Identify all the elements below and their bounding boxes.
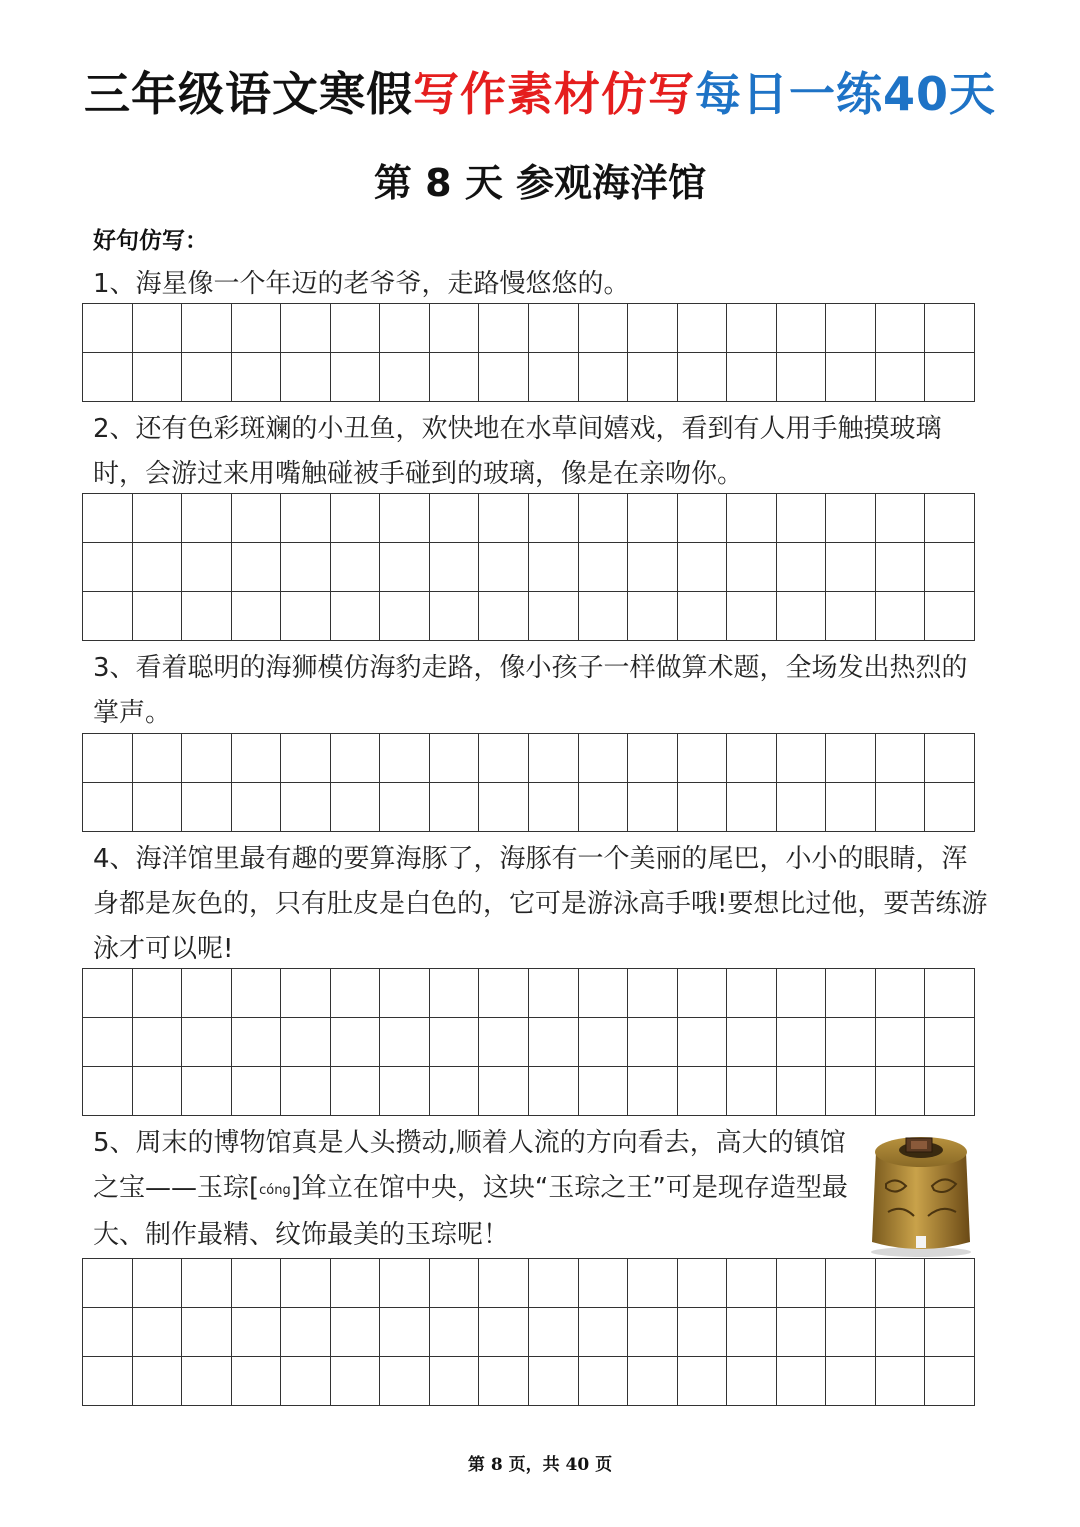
grid-cell[interactable] <box>133 494 183 543</box>
grid-cell[interactable] <box>232 734 282 783</box>
grid-cell[interactable] <box>727 783 777 832</box>
grid-cell[interactable] <box>826 969 876 1018</box>
grid-cell[interactable] <box>479 304 529 353</box>
grid-cell[interactable] <box>83 1018 133 1067</box>
grid-cell[interactable] <box>232 1357 282 1406</box>
grid-cell[interactable] <box>925 494 975 543</box>
grid-cell[interactable] <box>925 543 975 592</box>
title-part-writing: 写作素材仿写 <box>412 67 695 121</box>
grid-cell[interactable] <box>826 783 876 832</box>
grid-cell[interactable] <box>925 734 975 783</box>
grid-cell[interactable] <box>479 969 529 1018</box>
grid-cell[interactable] <box>628 1067 678 1116</box>
grid-cell[interactable] <box>628 1018 678 1067</box>
grid-cell[interactable] <box>479 734 529 783</box>
grid-cell[interactable] <box>232 1259 282 1308</box>
grid-cell[interactable] <box>133 1067 183 1116</box>
grid-cell[interactable] <box>133 1018 183 1067</box>
grid-cell[interactable] <box>529 783 579 832</box>
grid-cell[interactable] <box>876 969 926 1018</box>
grid-cell[interactable] <box>479 353 529 402</box>
grid-cell[interactable] <box>331 1067 381 1116</box>
grid-cell[interactable] <box>925 1357 975 1406</box>
title-part-grade: 三年级语文寒假 <box>83 67 413 121</box>
grid-cell[interactable] <box>331 734 381 783</box>
writing-grid-3[interactable] <box>82 733 975 832</box>
grid-cell[interactable] <box>777 592 827 641</box>
grid-cell[interactable] <box>182 1357 232 1406</box>
grid-cell[interactable] <box>678 1067 728 1116</box>
grid-cell[interactable] <box>182 734 232 783</box>
grid-cell[interactable] <box>479 1018 529 1067</box>
grid-cell[interactable] <box>182 1067 232 1116</box>
grid-cell[interactable] <box>83 494 133 543</box>
sentence-5 <box>93 1121 853 1258</box>
grid-cell[interactable] <box>182 592 232 641</box>
grid-cell[interactable] <box>678 1308 728 1357</box>
grid-cell[interactable] <box>281 1067 331 1116</box>
grid-cell[interactable] <box>380 494 430 543</box>
grid-cell[interactable] <box>430 353 480 402</box>
grid-cell[interactable] <box>876 734 926 783</box>
grid-cell[interactable] <box>430 1067 480 1116</box>
grid-cell[interactable] <box>628 543 678 592</box>
grid-cell[interactable] <box>430 592 480 641</box>
grid-cell[interactable] <box>331 494 381 543</box>
grid-cell[interactable] <box>727 1259 777 1308</box>
grid-cell[interactable] <box>826 543 876 592</box>
grid-cell[interactable] <box>380 543 430 592</box>
grid-cell[interactable] <box>826 1067 876 1116</box>
grid-cell[interactable] <box>628 1308 678 1357</box>
grid-cell[interactable] <box>133 304 183 353</box>
grid-cell[interactable] <box>83 592 133 641</box>
grid-cell[interactable] <box>83 969 133 1018</box>
grid-cell[interactable] <box>232 494 282 543</box>
grid-cell[interactable] <box>281 969 331 1018</box>
grid-cell[interactable] <box>678 494 728 543</box>
grid-cell[interactable] <box>727 969 777 1018</box>
grid-cell[interactable] <box>876 783 926 832</box>
grid-cell[interactable] <box>281 353 331 402</box>
grid-cell[interactable] <box>331 1018 381 1067</box>
grid-cell[interactable] <box>777 304 827 353</box>
grid-cell[interactable] <box>380 1018 430 1067</box>
grid-cell[interactable] <box>925 592 975 641</box>
grid-cell[interactable] <box>727 1018 777 1067</box>
grid-cell[interactable] <box>678 353 728 402</box>
sentence-1: 1、海星像一个年迈的老爷爷，走路慢悠悠的。 <box>93 269 630 299</box>
grid-cell[interactable] <box>182 1308 232 1357</box>
pinyin-annotation: cóng <box>259 1183 291 1198</box>
grid-cell[interactable] <box>826 353 876 402</box>
grid-cell[interactable] <box>579 783 629 832</box>
grid-cell[interactable] <box>876 1018 926 1067</box>
grid-cell[interactable] <box>331 969 381 1018</box>
grid-cell[interactable] <box>777 734 827 783</box>
grid-cell[interactable] <box>628 783 678 832</box>
grid-cell[interactable] <box>777 1357 827 1406</box>
grid-cell[interactable] <box>529 304 579 353</box>
grid-cell[interactable] <box>876 1259 926 1308</box>
grid-cell[interactable] <box>83 1308 133 1357</box>
grid-cell[interactable] <box>529 1018 579 1067</box>
page-title <box>0 58 1080 124</box>
grid-cell[interactable] <box>281 1308 331 1357</box>
grid-cell[interactable] <box>133 1357 183 1406</box>
grid-cell[interactable] <box>727 543 777 592</box>
grid-cell[interactable] <box>182 543 232 592</box>
grid-cell[interactable] <box>232 1018 282 1067</box>
grid-cell[interactable] <box>281 543 331 592</box>
grid-cell[interactable] <box>281 304 331 353</box>
sentence-4: 4、海洋馆里最有趣的要算海豚了，海豚有一个美丽的尾巴，小小的眼睛，浑身都是灰色的，只有肚皮是白色的，它可是游泳高手哦!要想比过他，要苦练游泳才可以呢! <box>93 844 988 964</box>
grid-cell[interactable] <box>281 734 331 783</box>
grid-cell[interactable] <box>579 543 629 592</box>
grid-cell[interactable] <box>380 969 430 1018</box>
grid-cell[interactable] <box>281 783 331 832</box>
grid-cell[interactable] <box>430 1018 480 1067</box>
grid-cell[interactable] <box>331 1259 381 1308</box>
grid-cell[interactable] <box>133 1308 183 1357</box>
grid-cell[interactable] <box>529 353 579 402</box>
grid-cell[interactable] <box>232 1067 282 1116</box>
grid-cell[interactable] <box>876 1308 926 1357</box>
grid-cell[interactable] <box>727 592 777 641</box>
grid-cell[interactable] <box>678 592 728 641</box>
grid-cell[interactable] <box>727 1067 777 1116</box>
grid-cell[interactable] <box>133 353 183 402</box>
grid-cell[interactable] <box>479 592 529 641</box>
jade-cong-image <box>862 1124 980 1258</box>
grid-cell[interactable] <box>826 494 876 543</box>
grid-cell[interactable] <box>331 592 381 641</box>
grid-cell[interactable] <box>430 304 480 353</box>
grid-cell[interactable] <box>826 1259 876 1308</box>
grid-cell[interactable] <box>380 783 430 832</box>
writing-grid-5[interactable] <box>82 1258 975 1406</box>
sentence-5-text-before: 5、周末的博物馆真是人头攒动,顺着人流的方向看去，高大的镇馆之宝——玉琮[ <box>93 1128 846 1203</box>
grid-cell[interactable] <box>232 1308 282 1357</box>
grid-cell[interactable] <box>529 734 579 783</box>
grid-cell[interactable] <box>727 1308 777 1357</box>
grid-cell[interactable] <box>727 304 777 353</box>
sentence-5-text-after: ]耸立在馆中央，这块“玉琮之王”可是现存造型最大、制作最精、纹饰最美的玉琮呢！ <box>93 1173 848 1250</box>
grid-cell[interactable] <box>281 592 331 641</box>
grid-cell[interactable] <box>727 734 777 783</box>
grid-cell[interactable] <box>380 304 430 353</box>
grid-cell[interactable] <box>579 494 629 543</box>
grid-cell[interactable] <box>876 353 926 402</box>
grid-cell[interactable] <box>777 1018 827 1067</box>
grid-cell[interactable] <box>678 969 728 1018</box>
writing-grid-1[interactable] <box>82 303 975 402</box>
grid-cell[interactable] <box>628 353 678 402</box>
grid-cell[interactable] <box>83 1067 133 1116</box>
grid-cell[interactable] <box>232 592 282 641</box>
grid-cell[interactable] <box>380 592 430 641</box>
title-part-daily: 每日一练40天 <box>694 67 996 121</box>
grid-cell[interactable] <box>777 494 827 543</box>
grid-cell[interactable] <box>182 1259 232 1308</box>
grid-cell[interactable] <box>83 353 133 402</box>
grid-cell[interactable] <box>281 1259 331 1308</box>
grid-cell[interactable] <box>83 734 133 783</box>
grid-cell[interactable] <box>777 1308 827 1357</box>
sentence-2: 2、还有色彩斑斓的小丑鱼，欢快地在水草间嬉戏，看到有人用手触摸玻璃时，会游过来用嘴触碰被手碰到的玻璃，像是在亲吻你。 <box>93 414 942 489</box>
grid-cell[interactable] <box>826 734 876 783</box>
grid-cell[interactable] <box>529 969 579 1018</box>
grid-cell[interactable] <box>133 734 183 783</box>
grid-cell[interactable] <box>826 592 876 641</box>
grid-cell[interactable] <box>777 783 827 832</box>
grid-cell[interactable] <box>628 734 678 783</box>
grid-cell[interactable] <box>727 494 777 543</box>
grid-cell[interactable] <box>876 304 926 353</box>
section-label: 好句仿写： <box>93 228 208 254</box>
grid-cell[interactable] <box>133 969 183 1018</box>
grid-cell[interactable] <box>678 304 728 353</box>
grid-cell[interactable] <box>331 353 381 402</box>
grid-cell[interactable] <box>628 494 678 543</box>
writing-grid-4[interactable] <box>82 968 975 1116</box>
grid-cell[interactable] <box>727 353 777 402</box>
grid-cell[interactable] <box>925 783 975 832</box>
grid-cell[interactable] <box>430 1357 480 1406</box>
grid-cell[interactable] <box>777 353 827 402</box>
grid-cell[interactable] <box>133 592 183 641</box>
grid-cell[interactable] <box>628 969 678 1018</box>
grid-cell[interactable] <box>579 1067 629 1116</box>
grid-cell[interactable] <box>83 304 133 353</box>
grid-cell[interactable] <box>826 304 876 353</box>
grid-cell[interactable] <box>232 783 282 832</box>
grid-cell[interactable] <box>232 304 282 353</box>
grid-cell[interactable] <box>876 494 926 543</box>
grid-cell[interactable] <box>479 1259 529 1308</box>
grid-cell[interactable] <box>579 592 629 641</box>
grid-cell[interactable] <box>331 1357 381 1406</box>
writing-grid-2[interactable] <box>82 493 975 641</box>
grid-cell[interactable] <box>529 592 579 641</box>
grid-cell[interactable] <box>628 1259 678 1308</box>
grid-cell[interactable] <box>281 1018 331 1067</box>
grid-cell[interactable] <box>579 353 629 402</box>
grid-cell[interactable] <box>529 1357 579 1406</box>
grid-cell[interactable] <box>430 969 480 1018</box>
grid-cell[interactable] <box>925 1308 975 1357</box>
grid-cell[interactable] <box>380 353 430 402</box>
grid-cell[interactable] <box>331 304 381 353</box>
day-title: 第 8 天 参观海洋馆 <box>373 161 707 205</box>
grid-cell[interactable] <box>925 1259 975 1308</box>
grid-cell[interactable] <box>182 783 232 832</box>
grid-cell[interactable] <box>479 543 529 592</box>
grid-cell[interactable] <box>133 783 183 832</box>
grid-cell[interactable] <box>430 734 480 783</box>
grid-cell[interactable] <box>925 1018 975 1067</box>
grid-cell[interactable] <box>876 1067 926 1116</box>
grid-cell[interactable] <box>380 1259 430 1308</box>
grid-cell[interactable] <box>826 1308 876 1357</box>
grid-cell[interactable] <box>430 543 480 592</box>
sentence-3: 3、看着聪明的海狮模仿海豹走路，像小孩子一样做算术题，全场发出热烈的掌声。 <box>93 653 968 728</box>
grid-cell[interactable] <box>777 969 827 1018</box>
grid-cell[interactable] <box>479 1357 529 1406</box>
grid-cell[interactable] <box>925 1067 975 1116</box>
grid-cell[interactable] <box>232 969 282 1018</box>
grid-cell[interactable] <box>83 1259 133 1308</box>
grid-cell[interactable] <box>727 1357 777 1406</box>
grid-cell[interactable] <box>925 353 975 402</box>
grid-cell[interactable] <box>331 1308 381 1357</box>
grid-cell[interactable] <box>331 783 381 832</box>
grid-cell[interactable] <box>83 543 133 592</box>
grid-cell[interactable] <box>133 1259 183 1308</box>
grid-cell[interactable] <box>628 592 678 641</box>
grid-cell[interactable] <box>133 543 183 592</box>
grid-cell[interactable] <box>678 734 728 783</box>
grid-cell[interactable] <box>529 1308 579 1357</box>
grid-cell[interactable] <box>182 353 232 402</box>
grid-cell[interactable] <box>182 1018 232 1067</box>
grid-cell[interactable] <box>579 304 629 353</box>
grid-cell[interactable] <box>579 1308 629 1357</box>
grid-cell[interactable] <box>430 1259 480 1308</box>
grid-cell[interactable] <box>678 1018 728 1067</box>
grid-cell[interactable] <box>628 1357 678 1406</box>
grid-cell[interactable] <box>529 494 579 543</box>
grid-cell[interactable] <box>380 734 430 783</box>
grid-cell[interactable] <box>182 969 232 1018</box>
grid-cell[interactable] <box>232 353 282 402</box>
grid-cell[interactable] <box>876 592 926 641</box>
grid-cell[interactable] <box>579 734 629 783</box>
grid-cell[interactable] <box>479 494 529 543</box>
grid-cell[interactable] <box>232 543 282 592</box>
grid-cell[interactable] <box>678 1259 728 1308</box>
grid-cell[interactable] <box>380 1357 430 1406</box>
page-footer: 第 8 页，共 40 页 <box>467 1455 613 1475</box>
grid-cell[interactable] <box>876 1357 926 1406</box>
grid-cell[interactable] <box>579 1259 629 1308</box>
grid-cell[interactable] <box>479 783 529 832</box>
grid-cell[interactable] <box>281 494 331 543</box>
grid-cell[interactable] <box>826 1018 876 1067</box>
grid-cell[interactable] <box>83 783 133 832</box>
grid-cell[interactable] <box>529 543 579 592</box>
grid-cell[interactable] <box>628 304 678 353</box>
grid-cell[interactable] <box>380 1067 430 1116</box>
grid-cell[interactable] <box>529 1259 579 1308</box>
grid-cell[interactable] <box>777 543 827 592</box>
grid-cell[interactable] <box>430 494 480 543</box>
grid-cell[interactable] <box>331 543 381 592</box>
grid-cell[interactable] <box>678 783 728 832</box>
grid-cell[interactable] <box>777 1067 827 1116</box>
grid-cell[interactable] <box>281 1357 331 1406</box>
grid-cell[interactable] <box>380 1308 430 1357</box>
grid-cell[interactable] <box>678 543 728 592</box>
grid-cell[interactable] <box>777 1259 827 1308</box>
grid-cell[interactable] <box>479 1067 529 1116</box>
grid-cell[interactable] <box>925 304 975 353</box>
grid-cell[interactable] <box>479 1308 529 1357</box>
grid-cell[interactable] <box>826 1357 876 1406</box>
grid-cell[interactable] <box>579 1018 629 1067</box>
grid-cell[interactable] <box>430 1308 480 1357</box>
grid-cell[interactable] <box>579 969 629 1018</box>
grid-cell[interactable] <box>876 543 926 592</box>
grid-cell[interactable] <box>83 1357 133 1406</box>
grid-cell[interactable] <box>182 304 232 353</box>
grid-cell[interactable] <box>925 969 975 1018</box>
grid-cell[interactable] <box>182 494 232 543</box>
grid-cell[interactable] <box>678 1357 728 1406</box>
grid-cell[interactable] <box>529 1067 579 1116</box>
grid-cell[interactable] <box>579 1357 629 1406</box>
grid-cell[interactable] <box>430 783 480 832</box>
